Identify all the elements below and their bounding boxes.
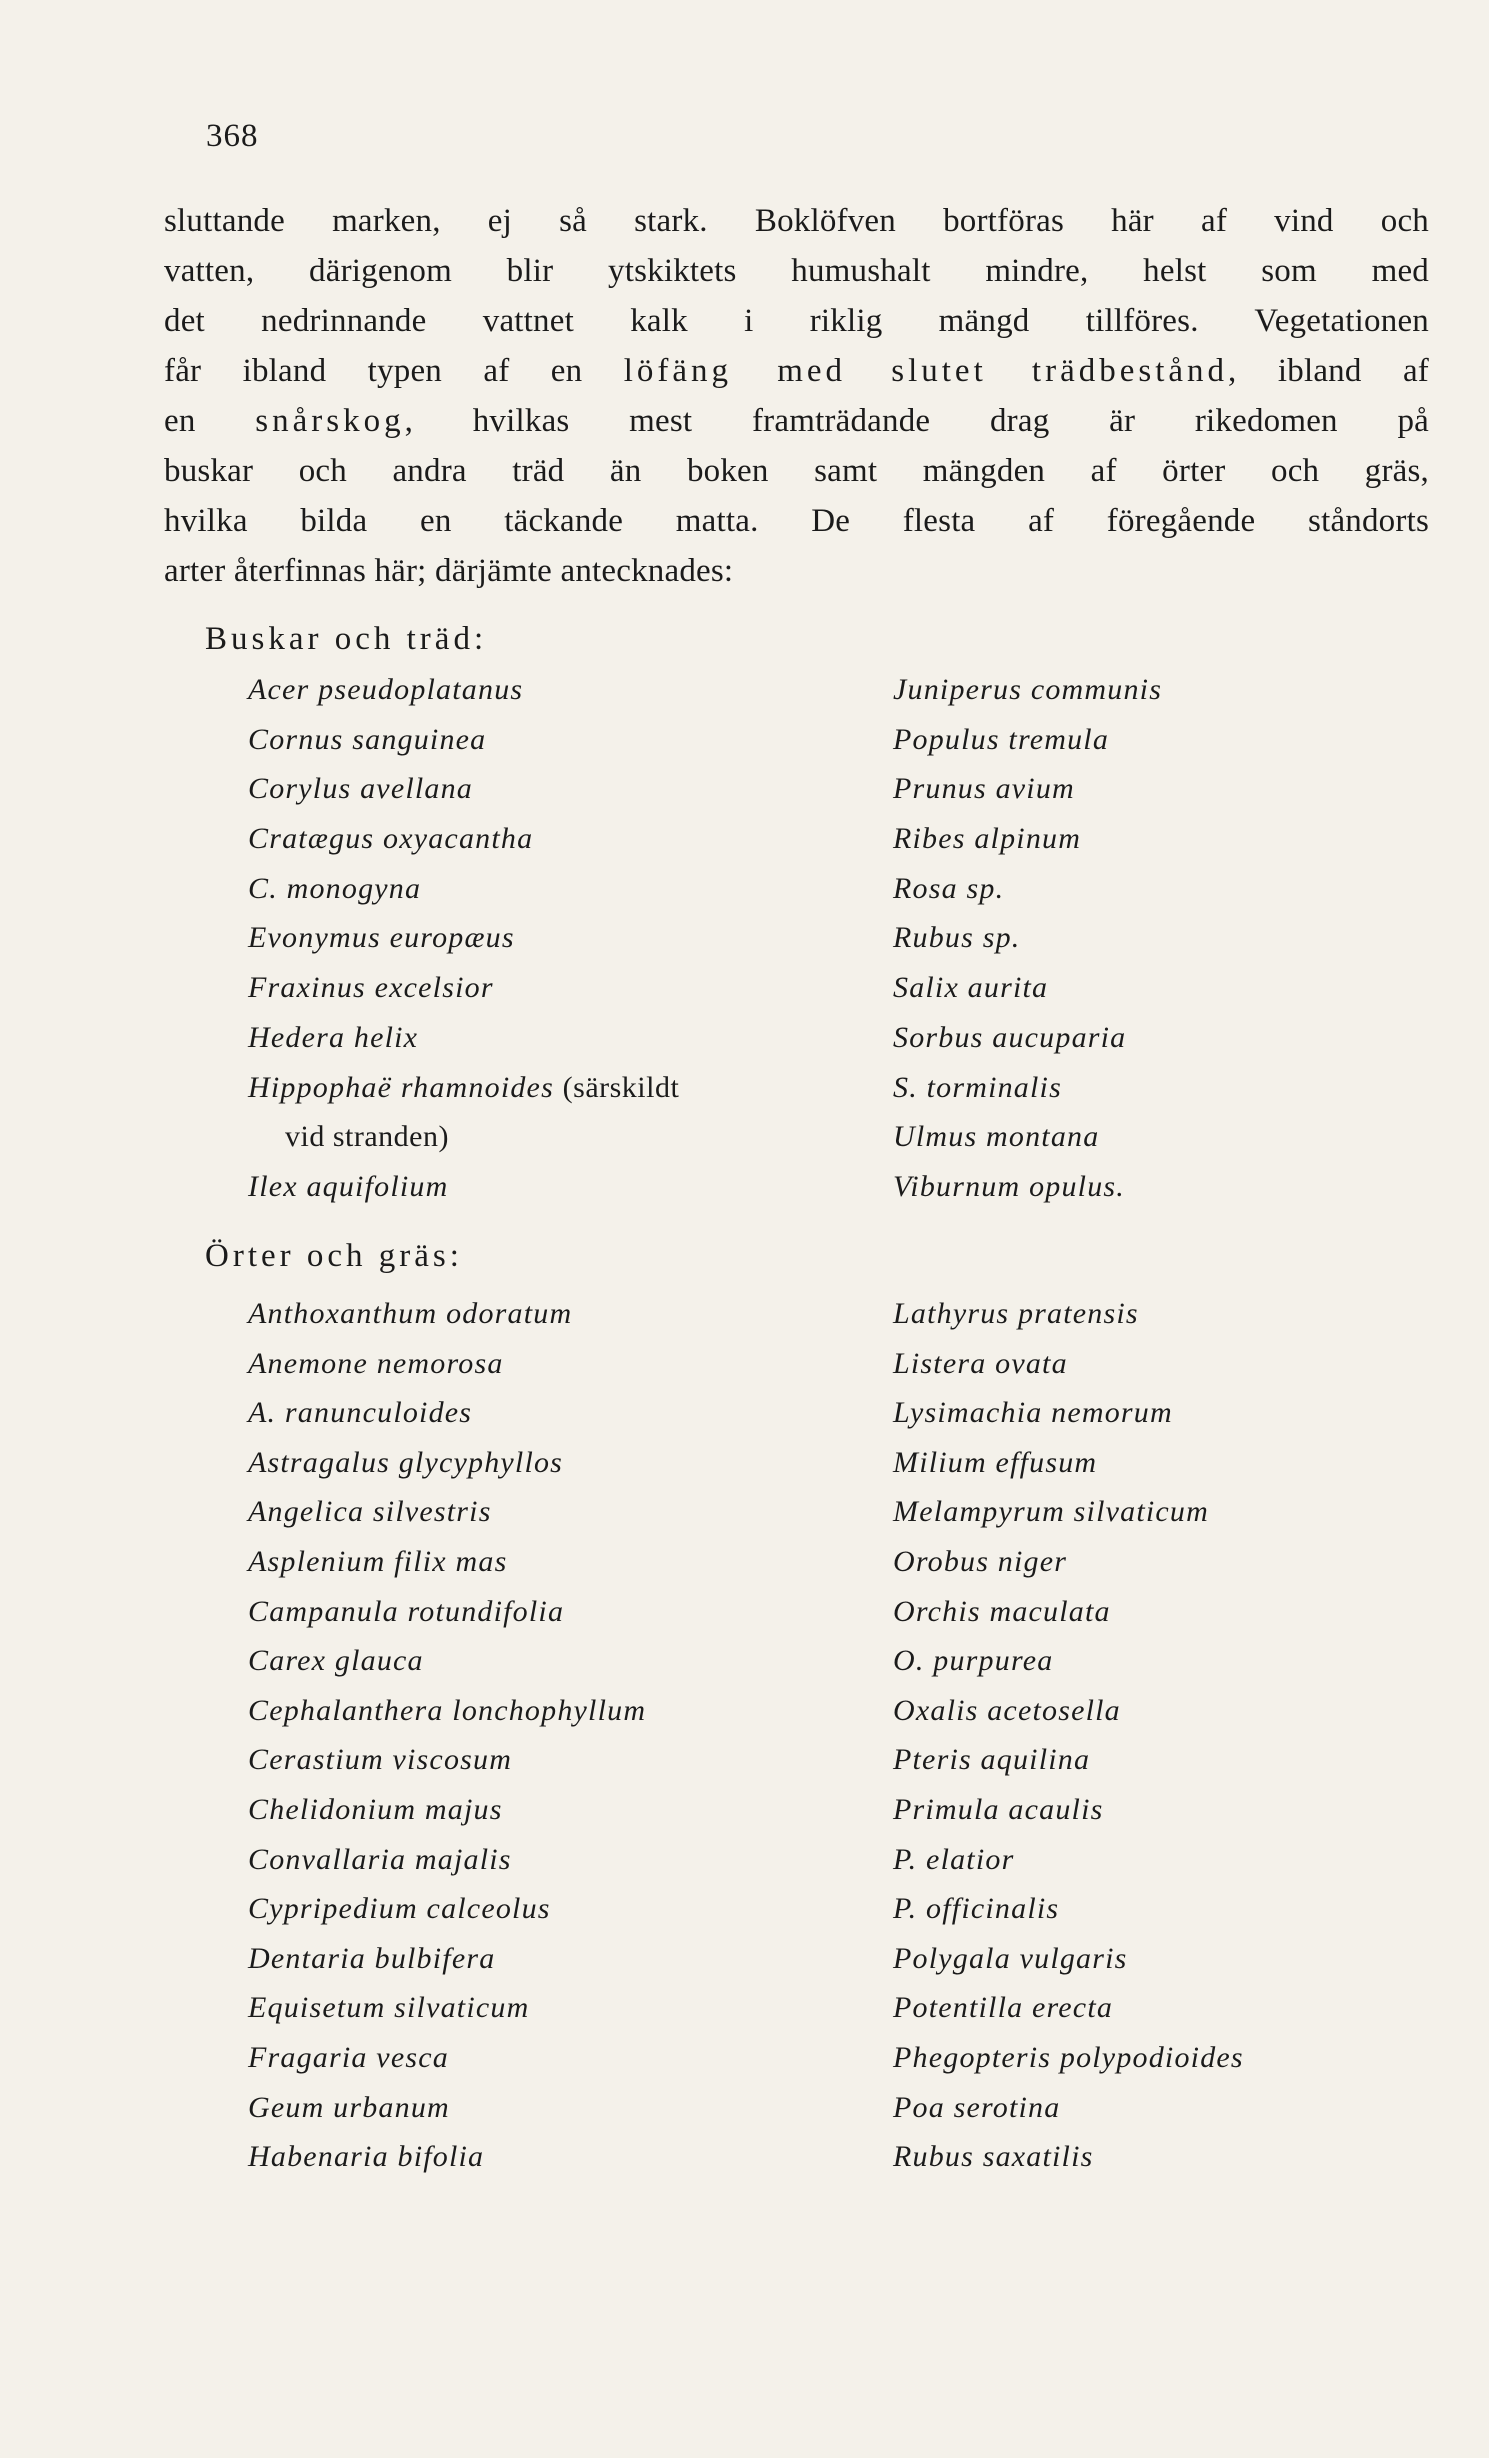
species-item: P. elatior	[893, 1842, 1015, 1876]
species-item: Fragaria vesca	[248, 2040, 449, 2074]
emphasized-term: snårskog	[255, 403, 405, 439]
paragraph-line: det nedrinnande vattnet kalk i riklig mängd tillföres. Vegetationen	[164, 303, 1429, 339]
species-item: Cephalanthera lonchophyllum	[248, 1693, 647, 1727]
herbs-right-list	[893, 1289, 1244, 2182]
species-item: A. ranunculoides	[248, 1396, 473, 1430]
paragraph-text: får ibland typen af en	[164, 353, 624, 389]
species-item: Lathyrus pratensis	[893, 1297, 1139, 1330]
species-item: Populus tremula	[893, 722, 1110, 756]
species-item: Hedera helix	[248, 1020, 419, 1054]
species-item: Sorbus aucuparia	[893, 1020, 1127, 1054]
species-item: Ulmus montana	[893, 1120, 1100, 1154]
species-note: vid stranden)	[285, 1120, 449, 1154]
species-item: Angelica silvestris	[248, 1495, 492, 1529]
species-item: Acer pseudoplatanus	[248, 673, 524, 706]
species-note-continuation	[248, 1112, 679, 1162]
species-item: Carex glauca	[248, 1644, 424, 1678]
species-item: Astragalus glycyphyllos	[248, 1445, 564, 1479]
species-note: (särskildt	[562, 1070, 680, 1104]
species-name: Hippophaë rhamnoides	[248, 1070, 554, 1104]
paragraph-line: arter återfinnas här; därjämte antecknades:	[164, 553, 734, 589]
species-item: Cerastium viscosum	[248, 1743, 513, 1777]
species-item: Polygala vulgaris	[893, 1941, 1128, 1975]
species-item: Milium effusum	[893, 1445, 1098, 1479]
herbs-left-list	[248, 1289, 646, 2182]
paragraph-line: hvilka bilda en täckande matta. De flesta af föregående ståndorts	[164, 503, 1429, 539]
species-item: Anthoxanthum odoratum	[248, 1297, 573, 1330]
species-item: C. monogyna	[248, 871, 422, 905]
species-item: Lysimachia nemorum	[893, 1396, 1173, 1430]
species-item: Rubus saxatilis	[893, 2140, 1094, 2174]
body-paragraph	[164, 196, 1429, 596]
species-item: Oxalis acetosella	[893, 1693, 1121, 1727]
species-item: Poa serotina	[893, 2090, 1061, 2124]
species-item: Listera ovata	[893, 1346, 1068, 1380]
species-item: Asplenium filix mas	[248, 1544, 508, 1578]
species-item: S. torminalis	[893, 1070, 1062, 1104]
trees-right-list	[893, 665, 1162, 1212]
species-item: Chelidonium majus	[248, 1792, 503, 1826]
species-item: Campanula rotundifolia	[248, 1594, 565, 1628]
paragraph-text: , ibland af	[1228, 353, 1429, 389]
species-item: Anemone nemorosa	[248, 1346, 504, 1380]
species-item	[248, 1063, 679, 1113]
species-item: Ilex aquifolium	[248, 1169, 449, 1203]
species-item: Cypripedium calceolus	[248, 1892, 551, 1926]
species-item: Rubus sp.	[893, 921, 1021, 955]
paragraph-line	[164, 346, 1429, 396]
trees-left-list	[248, 665, 679, 1212]
species-item: Cratægus oxyacantha	[248, 822, 534, 856]
species-item: Phegopteris polypodioides	[893, 2040, 1244, 2074]
section-heading-trees: Buskar och träd:	[205, 621, 488, 657]
paragraph-line: vatten, därigenom blir ytskiktets humushalt mindre, helst som med	[164, 253, 1429, 289]
emphasized-term: löfäng med slutet trädbestånd	[623, 353, 1229, 389]
species-item: Pteris aquilina	[893, 1743, 1091, 1777]
species-item: Viburnum opulus.	[893, 1169, 1125, 1203]
species-item: Primula acaulis	[893, 1792, 1104, 1826]
species-item: Potentilla erecta	[893, 1991, 1114, 2025]
species-item: Geum urbanum	[248, 2090, 450, 2124]
paragraph-line: buskar och andra träd än boken samt mängden af örter och gräs,	[164, 453, 1429, 489]
species-item: Orchis maculata	[893, 1594, 1111, 1628]
paragraph-text: en	[164, 403, 256, 439]
species-item: Melampyrum silvaticum	[893, 1495, 1209, 1529]
species-item: Fraxinus excelsior	[248, 971, 494, 1005]
species-item: Ribes alpinum	[893, 822, 1082, 856]
species-item: Convallaria majalis	[248, 1842, 512, 1876]
species-item: O. purpurea	[893, 1644, 1054, 1678]
species-item: Cornus sanguinea	[248, 722, 487, 756]
species-item: P. officinalis	[893, 1892, 1060, 1926]
species-item: Salix aurita	[893, 971, 1049, 1005]
section-heading-herbs: Örter och gräs:	[205, 1238, 463, 1274]
species-item: Equisetum silvaticum	[248, 1991, 530, 2025]
species-item: Rosa sp.	[893, 871, 1005, 905]
page-number: 368	[206, 118, 259, 154]
species-item: Juniperus communis	[893, 673, 1163, 706]
species-item: Prunus avium	[893, 772, 1075, 806]
species-item: Habenaria bifolia	[248, 2140, 485, 2174]
species-item: Corylus avellana	[248, 772, 474, 806]
paragraph-line	[164, 396, 1429, 446]
paragraph-line: sluttande marken, ej så stark. Boklöfven bortföras här af vind och	[164, 203, 1429, 239]
species-item: Evonymus europæus	[248, 921, 515, 955]
species-item: Dentaria bulbifera	[248, 1941, 496, 1975]
paragraph-text: , hvilkas mest framträdande drag är rikedomen på	[404, 403, 1429, 439]
species-item: Orobus niger	[893, 1544, 1068, 1578]
